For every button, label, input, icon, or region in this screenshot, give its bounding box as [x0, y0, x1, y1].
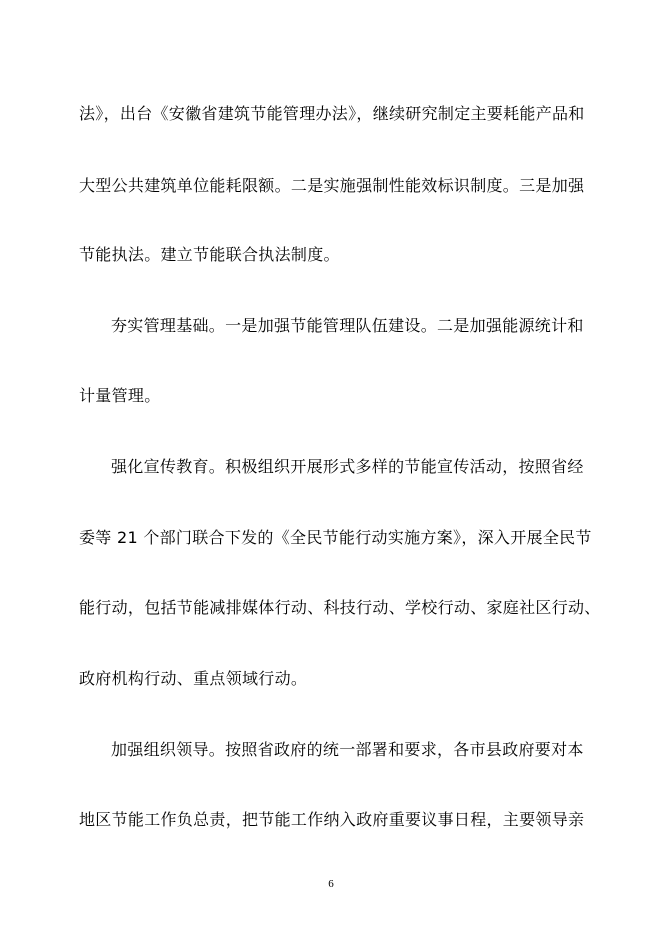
paragraph-line: 强化宣传教育。积极组织开展形式多样的节能宣传活动，按照省经: [111, 457, 584, 476]
paragraph-line: 法》，出台《安徽省建筑节能管理办法》，继续研究制定主要耗能产品和: [79, 104, 585, 123]
paragraph-line: 委等 21 个部门联合下发的《全民节能行动实施方案》，深入开展全民节: [79, 528, 592, 547]
paragraph-line: 地区节能工作负总责，把节能工作纳入政府重要议事日程，主要领导亲: [79, 810, 585, 829]
page-number: 6: [328, 878, 334, 890]
paragraph-line: 能行动，包括节能减排媒体行动、科技行动、学校行动、家庭社区行动、: [79, 598, 601, 617]
paragraph-line: 夯实管理基础。一是加强节能管理队伍建设。二是加强能源统计和: [111, 316, 584, 335]
paragraph-line: 加强组织领导。按照省政府的统一部署和要求，各市县政府要对本: [111, 740, 584, 759]
paragraph-line: 大型公共建筑单位能耗限额。二是实施强制性能效标识制度。三是加强: [79, 176, 585, 195]
paragraph-line: 节能执法。建立节能联合执法制度。: [79, 245, 340, 264]
paragraph-line: 政府机构行动、重点领域行动。: [79, 669, 308, 688]
paragraph-line: 计量管理。: [79, 386, 161, 405]
